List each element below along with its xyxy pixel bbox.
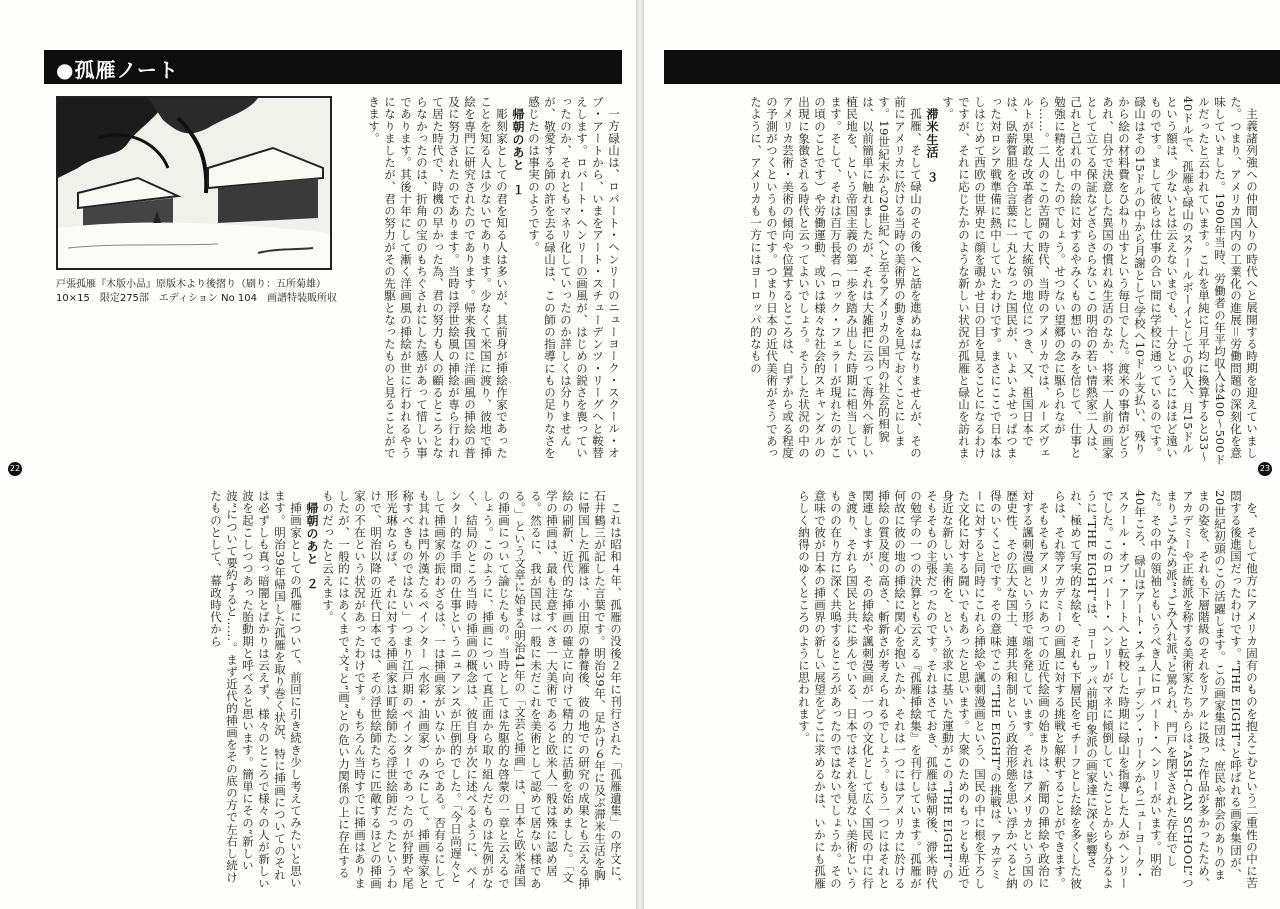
upper-paragraph-right: 主義諸列強への仲間入りの時代へと展開する時期を迎えていました。つまり、アメリカ国内の工業化の進展＝労働問題の深刻化を意味していました。1900年当時、労働者の年平均収入は400〜500ドルだったと云われています。これを単純に月平均に換算すると33〜40ドルで、孤雁や碌山のスクールボーイとしての収入、月15ドルという額は、少ないとは云えないまでも、十分というにはほど遠いものです。まして彼らは仕事の合い間に学校に通っているのです。碌山はその15ドルの中から月謝として学校へ10ドル支払い、残りから絵の材料費をひねり出すという毎日でした。渡米の事情がどうあれ、自分で決意した異国の慣れぬ生活のなか、将来一人前の画家として立てる保証などさらさらないこの明治の若い情熱家二人は、己れと己れの中の絵に対するやみくもの想いのみを信じて、仕事と勉強に精を出したのでしょう。せつない望郷の念に駆られながら……。二人のこの苦闘の時代、当時のアメリカでは、ルーズヴェルトが果敢な改革者として大統領の地位につき、又、祖国日本では、臥薪嘗胆を合言葉に一丸となった国民が、いよいよせっぱつまった対ロシア戦準備に熱中していたわけです。まさにここで日本はしはじめて西欧の世界史に顔を覗かせ日の目を見ることになるわけですが、それに応じたかのような新しい状況が孤雁と碌山を訪れます。: [941, 96, 1259, 466]
illustration-caption: [56, 278, 356, 306]
lower-article-block: [40, 490, 624, 890]
lower-paragraph-right-2: そもそもアメリカにあっての近代絵画の始まりは、新聞の挿絵や政治に対する諷刺漫画という形で端を発しています。それはアメリカという国の歴史性、その広大な国土、連邦共和制という政治形態を思い浮かべると納得のいくことです。その意味でこの“THE EIGHT”の挑戦は、アカデミーに対すると同時にこれら挿絵や諷刺漫画という、国民の中に根を下ろした文化に対する闘いでもあったと思います。大衆のためのもっとも卑近で身近な新しい美術を、という欲求に基いた運動がこの“THE EIGHT”のそもそもの主張だったのです。それはさておき、孤雁は帰朝後、滞米時代の勉学の一つの決算とも云える『孤雁挿絵集』を刊行しています。孤雁が何故に彼の地の挿絵に関心を抱いたか、それは一つにはアメリカに於ける挿絵の質及度の高さ、斬新さが考えられるでしょう。もう一つにはそれと関連しますが、その挿絵や諷刺漫画が一つの文化として広く国民の中に行き渡り、それら国民と共に歩んでいる、日本ではそれを見ない美術というものの在り方に深く共鳴するところがあったのではないでしょうか。その意味で彼が日本の挿画界の新しい展望をどこに求めるかは、いかにも孤雁らしく納得のゆくところのように思われます。: [797, 490, 1051, 890]
woodblock-print-illustration: [56, 96, 332, 270]
page-number-badge: 22: [8, 462, 22, 476]
lower-paragraph: これは昭和４年、孤雁の没後２年に刊行された「孤雁遺集」の序文に、石井鶴三が記した言葉です。明治39年、足かけ６年に及ぶ滞米生活を胸に帰国した孤雁は、小田原の静養後、彼の地での研究の成果とも云える挿絵の刷新、近代的な挿画の確立に向けて精力的に活動を始めました。「文学の挿画は、最も注意すべき一大美術であると欧米人一般は殊に認め居る。然るに、我が国民は一般に未だこれを美術として認めて居ない様である。」という文章に始まる明治41年の「文芸と挿画」は、日本と欧米諸国の挿画について論じたもの。当時としては先駆的な啓蒙の一章と云えるでしょう。このように、挿画について真正面から取り組んだものは先例がなく、結局のところ当時の挿画の概念は、彼自身が次に述べるように、ペインター的な手間の仕事というニュアンスが圧倒的でした。「今日尚遅々として挿画家の振わざるは、一は挿画家がいないからである。否有るにしても其れは門外漢たるペインター（水彩・油画家）のみにして、挿画専家と称すべきものではない」つまり江戸期のペインターであったのが狩野や尾形光琳ならば、それに対する挿画家は町絵師たる浮世絵師だったというわけで、明治以降の近代日本では、その浮世絵師たちに匹敵するほどの挿画家の不在という状況があったわけです。もちろん当時すでに挿画はありましたが、一般的にはあくまで“文”と“画”との危い力関係の上に存在するものだったと云えます。: [321, 490, 623, 890]
section-title: ●孤雁ノート: [56, 58, 179, 82]
upper-quote-paragraph: 彫刻家としての君を知る人は多いが、其前身が挿絵作家であったことを知る人は少ないであります。少なくて米国に渡り、彼地で挿絵を専門に研究されたのであります。帰来我国に洋画風の挿絵の普及に努力されたのであります。当時は浮世絵風の挿絵が専ら行われて居た時代で、時機の早かった為、君の努力も人の顧るところとならなかったのは、折角の宝のもちぐされにした感があって惜しい事であります。其後十年にして漸く洋画風の挿絵が世に行われるやうになりましたが、君の努力がその先駆となったものと見ることができます。: [367, 96, 509, 459]
lower-paragraph-2: 挿画家としての孤雁について、前回に引き続き少し考えてみたいと思います。明治39年帰国した孤雁を取り巻く状況、特に挿画についてのそれは必ずしも真っ暗闇とばかりは云えず、様々のところで様々の人が新しい波を起こしつつあった胎動期と呼べると思います。簡単にその“新しい波”について要約すると……。まず近代的挿画をその底の方で左右し続けたものとして、幕政時代から: [209, 490, 303, 890]
upper-article-block-right: [668, 96, 1260, 466]
spacer: [344, 96, 358, 296]
upper-article-block: [360, 96, 622, 466]
upper-paragraph-right-2: 孤雁、そして碌山のその後へと話を進めねばなりませんが、その前にアメリカに於ける当時の美術界の動きを見ておくことにします。19世紀末から20世紀へと至るアメリカの国内の社会的相貌は、以前簡単に触れましたが、それは大雑把に云って海外へ新しい植民地を、という帝国主義の第一歩を踏み出した時期に相当しています。そして、それは百万長者（ロック・フェラーが現れたのがこの頃のことです）や労働運動、或いは様々な社会的スキャンダルの出現に象徴される時代と云ってよいでしょう。そうした状況の中のアメリカ芸術・美術の傾向や位置するところは、自ずから或る程度の予測がつくというものです。つまり日本の近代美術がそうであったように、アメリカも一方にはヨーロッパ的なもの: [749, 96, 923, 459]
lower-paragraph-right: を、そして他方にアメリカ固有のものを抱えこむという二重性の中に苦悶する後進国だったわけです。“THE EIGHT”と呼ばれる画家集団が、20世紀初頭のこの活躍します。この画家集団は、庶民や都会のありのままの姿を、それも下層階級のそれをリアルに扱った作品が多かったため、アカデミーや正統派を称する美術家たちからは“ASH-CAN SCHOOL”つまり“ごみため派”“ごみ入れ派”と罵られ、門戸を閉ざされた存在でした。その中の領袖ともいうべき人にロバート・ヘンリーがいます。明治40年ころ、碌山はアート・スチューデンツ・リーグからニューヨーク・スクール・オブ・アートへと転校した時期に碌山を指導した人がヘンリーでした。このロバート・ヘンリーがマネに傾倒していたことからも分るように“THE EIGHT”は、ヨーロッパ前期印象派の画家達に深く影響され、極めて写実的な絵を、それも下層民をモチーフとした絵を多くした彼らは、それ等アカデミーの画風に対する挑戦と解釈することができます。: [1053, 490, 1259, 890]
upper-paragraph: 一方碌山は、ロバート・ヘンリーのニューヨーク・スクール・オブ・アートから、いまをアート・スチューデンツ・リーグへと鞍替えします。ロバート・ヘンリーの画風が、はじめの鋭さを喪っていったのか、それともマネリ化していったのか詳しくは分りませんが、敬愛する師の許を去る碌山は、この師の指導にもの足りなさを感じたのは事実のようです。: [527, 96, 621, 459]
right-page: [644, 0, 1280, 909]
book-gutter: [636, 0, 644, 909]
caption-line-2: 10×15 限定275部 エディション No 104 画譜特装販所収: [56, 293, 337, 304]
snow-village-print: [58, 98, 330, 268]
section-heading-return-1: 帰朝のあと １: [511, 108, 525, 197]
section-heading-america-3: 滞米生活 ３: [925, 108, 939, 184]
section-banner: [44, 50, 622, 84]
section-heading-return-2: 帰朝のあと ２: [305, 502, 319, 591]
caption-line-1: 戸張孤雁『木版小品』原版木より後摺り（刷り：五所菊雄）: [56, 279, 326, 290]
page-number-badge-right: 23: [1258, 462, 1272, 476]
left-page: [0, 0, 636, 909]
lower-article-block-right: [668, 490, 1260, 890]
section-banner-right: [664, 50, 1280, 84]
